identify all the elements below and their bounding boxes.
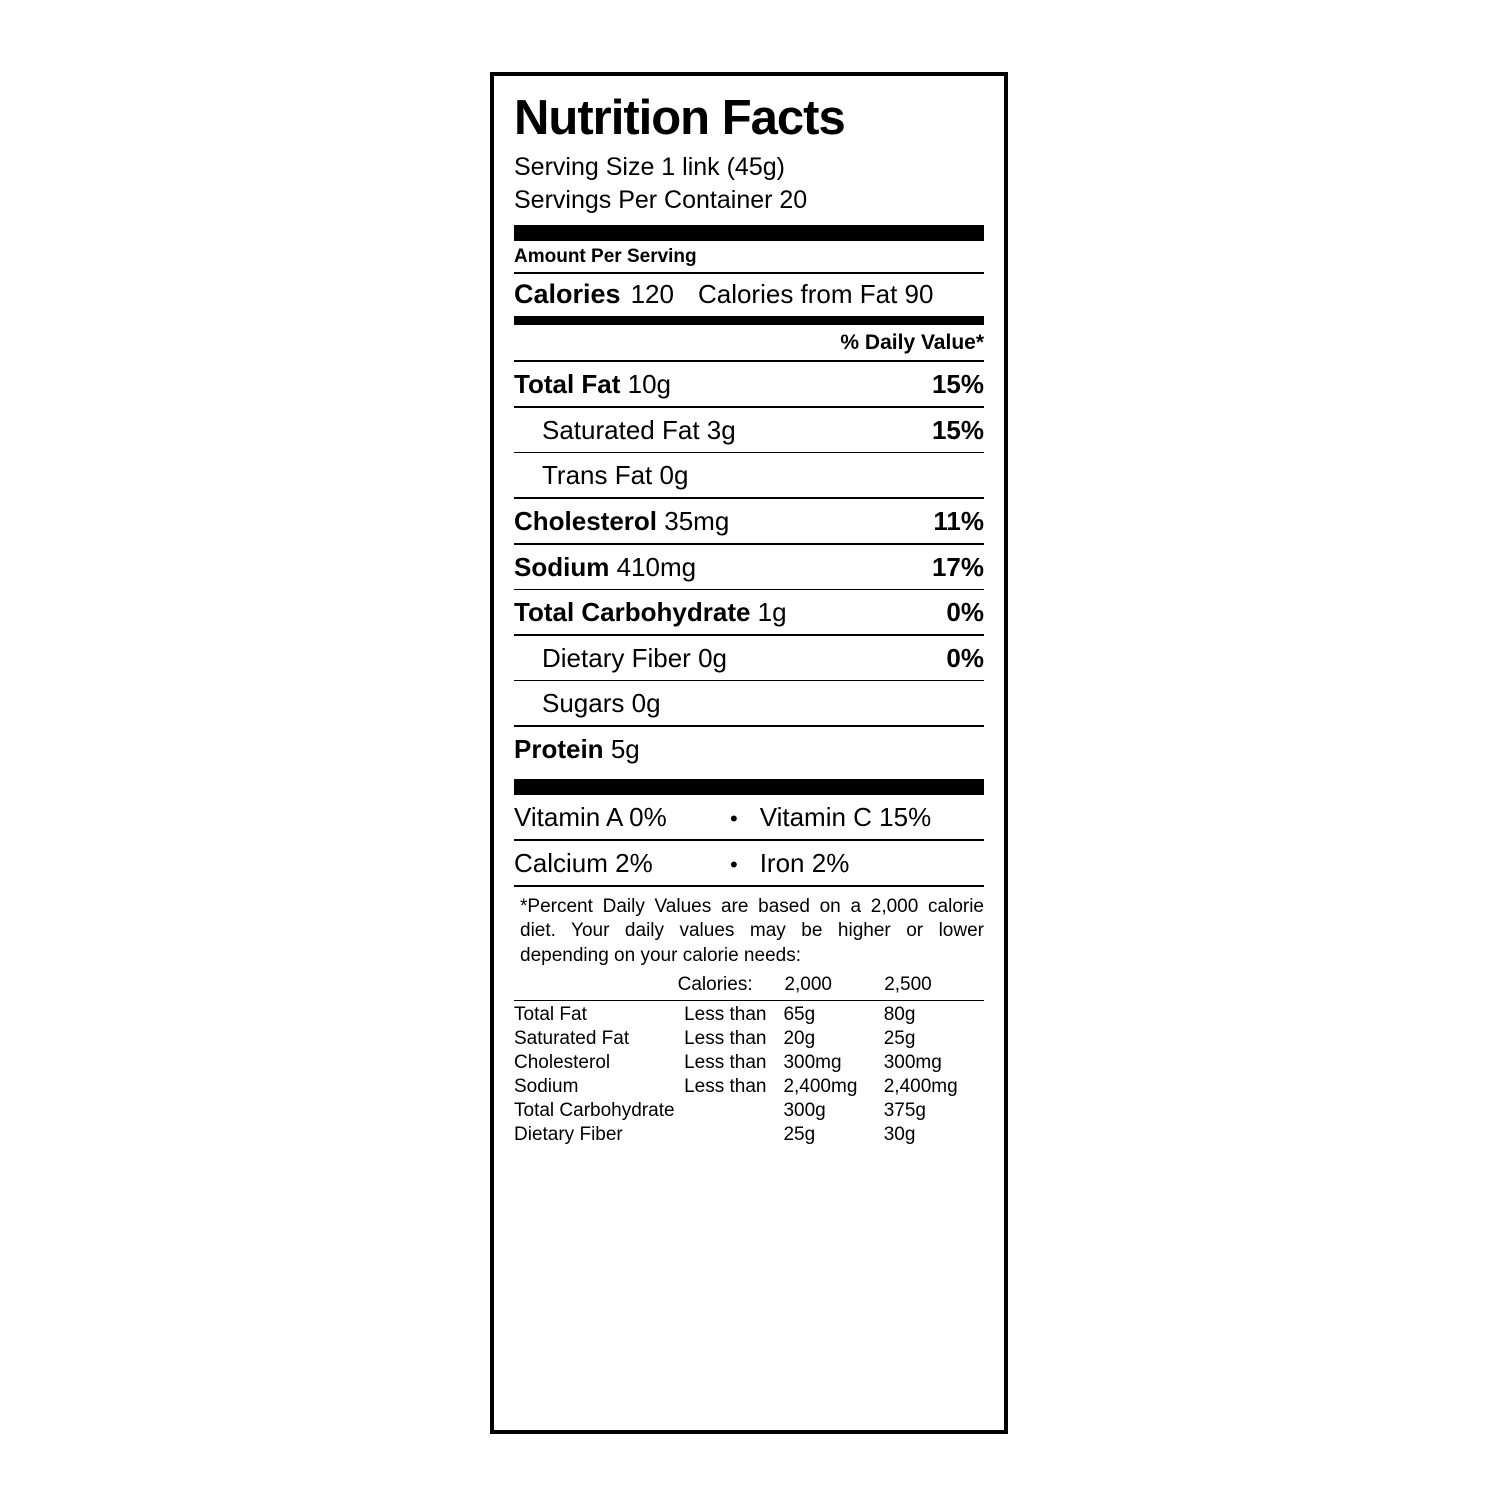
nutrient-name-amount-dietary-fiber bbox=[542, 643, 727, 674]
nutrient-amount-sugars: 0g bbox=[631, 688, 661, 718]
row-less-dietary-fiber bbox=[684, 1123, 783, 1147]
row-name-saturated-fat: Saturated Fat bbox=[514, 1028, 630, 1050]
row-2000-total-carbohydrate: 300g bbox=[783, 1100, 826, 1122]
nutrient-name-amount-trans-fat bbox=[542, 460, 688, 491]
nutrient-name-amount-sugars bbox=[542, 688, 661, 719]
nutrient-name-dietary-fiber: Dietary Fiber bbox=[542, 642, 691, 673]
table-row bbox=[514, 1099, 984, 1123]
table-row bbox=[514, 1075, 984, 1099]
iron-value: Iron 2% bbox=[759, 847, 850, 878]
amount-per-serving-label: Amount Per Serving bbox=[514, 246, 697, 267]
nutrient-name-trans-fat: Trans Fat bbox=[542, 460, 653, 490]
nutrient-pct-cholesterol: 11% bbox=[933, 506, 984, 536]
row-less-saturated-fat: Less than bbox=[684, 1028, 767, 1050]
nutrient-row-total-carbohydrate bbox=[514, 590, 984, 634]
nutrient-pct-total-carbohydrate: 0% bbox=[946, 597, 984, 627]
bullet-separator-icon-2: • bbox=[730, 851, 738, 877]
nutrient-name-amount-protein bbox=[514, 734, 640, 765]
nutrient-name-amount-cholesterol bbox=[514, 506, 729, 537]
nutrient-name-amount-sodium bbox=[514, 552, 696, 583]
vitamin-row-2 bbox=[514, 841, 984, 885]
row-name-dietary-fiber: Dietary Fiber bbox=[514, 1124, 623, 1146]
nutrient-amount-total-carbohydrate: 1g bbox=[757, 597, 787, 627]
nutrient-pct-saturated-fat: 15% bbox=[931, 414, 984, 445]
header-2000: 2,000 bbox=[784, 973, 832, 995]
nutrient-pct-dietary-fiber: 0% bbox=[946, 642, 984, 673]
nutrient-row-sugars bbox=[514, 681, 984, 725]
page-title: Nutrition Facts bbox=[514, 91, 845, 145]
divider-footnote-table bbox=[514, 1000, 984, 1002]
row-2500-saturated-fat: 25g bbox=[883, 1028, 916, 1050]
nutrition-facts-panel bbox=[490, 72, 1008, 1434]
row-2500-total-carbohydrate: 375g bbox=[883, 1100, 926, 1122]
nutrient-name-cholesterol: Cholesterol bbox=[514, 506, 658, 536]
nutrient-pct-sodium: 17% bbox=[931, 551, 984, 582]
table-row bbox=[514, 1123, 984, 1147]
daily-value-footnote: *Percent Daily Values are based on a 2,000 calorie diet. Your daily values may be higher or lower depending on your calorie needs: bbox=[520, 895, 984, 966]
nutrient-pct-total-fat: 15% bbox=[931, 369, 984, 399]
calories-value: 120 bbox=[630, 279, 674, 309]
header-calories: Calories: bbox=[677, 973, 753, 995]
nutrient-name-amount-total-fat bbox=[514, 369, 671, 400]
nutrient-name-sugars: Sugars bbox=[542, 688, 625, 718]
daily-values-table-body bbox=[514, 1003, 984, 1147]
divider-thick-top bbox=[514, 225, 984, 241]
nutrient-row-dietary-fiber bbox=[514, 636, 984, 680]
nutrient-row-saturated-fat bbox=[514, 408, 984, 452]
nutrient-amount-total-fat: 10g bbox=[627, 369, 672, 399]
nutrient-row-protein bbox=[514, 727, 984, 771]
nutrient-amount-saturated-fat: 3g bbox=[706, 414, 736, 445]
vitamin-c-value: Vitamin C 15% bbox=[759, 802, 932, 832]
nutrient-name-sodium: Sodium bbox=[514, 551, 610, 582]
daily-values-table bbox=[514, 973, 984, 997]
nutrient-amount-trans-fat: 0g bbox=[659, 460, 689, 490]
table-row bbox=[514, 1027, 984, 1051]
vitamin-a-value: Vitamin A 0% bbox=[514, 802, 667, 832]
divider-thick-vitamins bbox=[514, 779, 984, 795]
divider-medium-calories bbox=[514, 316, 984, 325]
nutrient-name-amount-saturated-fat bbox=[542, 415, 736, 446]
calcium-value: Calcium 2% bbox=[514, 847, 653, 878]
bullet-separator-icon: • bbox=[730, 806, 738, 831]
row-2500-sodium: 2,400mg bbox=[883, 1076, 958, 1098]
row-2000-cholesterol: 300mg bbox=[783, 1052, 842, 1074]
row-2000-sodium: 2,400mg bbox=[783, 1076, 858, 1098]
row-2500-total-fat: 80g bbox=[883, 1004, 916, 1026]
row-less-total-fat: Less than bbox=[684, 1004, 767, 1026]
servings-per-container-text: Servings Per Container 20 bbox=[514, 186, 808, 214]
table-header-row bbox=[514, 973, 984, 997]
row-name-total-fat: Total Fat bbox=[514, 1004, 587, 1026]
header-blank bbox=[514, 973, 678, 997]
header-2500: 2,500 bbox=[884, 973, 932, 995]
row-name-cholesterol: Cholesterol bbox=[514, 1052, 611, 1074]
row-less-total-carbohydrate bbox=[684, 1099, 783, 1123]
nutrient-name-total-carbohydrate: Total Carbohydrate bbox=[514, 597, 751, 627]
nutrient-name-total-fat: Total Fat bbox=[514, 369, 621, 399]
nutrient-name-protein: Protein bbox=[514, 734, 604, 764]
row-2000-saturated-fat: 20g bbox=[783, 1028, 816, 1050]
row-less-cholesterol: Less than bbox=[684, 1052, 767, 1074]
vitamin-row-1 bbox=[514, 795, 984, 839]
calories-row bbox=[514, 274, 984, 316]
nutrient-row-sodium bbox=[514, 545, 984, 589]
calories-from-fat: Calories from Fat 90 bbox=[697, 279, 934, 309]
nutrient-row-cholesterol bbox=[514, 499, 984, 543]
daily-value-header: % Daily Value* bbox=[840, 331, 984, 354]
nutrient-amount-protein: 5g bbox=[610, 734, 640, 764]
nutrient-row-trans-fat bbox=[514, 453, 984, 497]
serving-size-text: Serving Size 1 link (45g) bbox=[514, 153, 785, 181]
nutrient-amount-cholesterol: 35mg bbox=[664, 506, 730, 536]
row-2500-dietary-fiber: 30g bbox=[883, 1124, 916, 1146]
row-2000-dietary-fiber: 25g bbox=[783, 1124, 816, 1146]
nutrient-name-saturated-fat: Saturated Fat bbox=[542, 414, 700, 445]
row-2000-total-fat: 65g bbox=[783, 1004, 816, 1026]
row-less-sodium: Less than bbox=[684, 1076, 767, 1098]
row-name-sodium: Sodium bbox=[514, 1076, 579, 1098]
table-row bbox=[514, 1051, 984, 1075]
row-2500-cholesterol: 300mg bbox=[883, 1052, 942, 1074]
nutrient-row-total-fat bbox=[514, 362, 984, 406]
row-name-total-carbohydrate: Total Carbohydrate bbox=[514, 1100, 675, 1122]
nutrient-amount-sodium: 410mg bbox=[616, 551, 697, 582]
nutrient-name-amount-total-carbohydrate bbox=[514, 597, 787, 628]
nutrient-amount-dietary-fiber: 0g bbox=[698, 642, 727, 673]
calories-label: Calories bbox=[514, 279, 621, 309]
table-row bbox=[514, 1003, 984, 1027]
